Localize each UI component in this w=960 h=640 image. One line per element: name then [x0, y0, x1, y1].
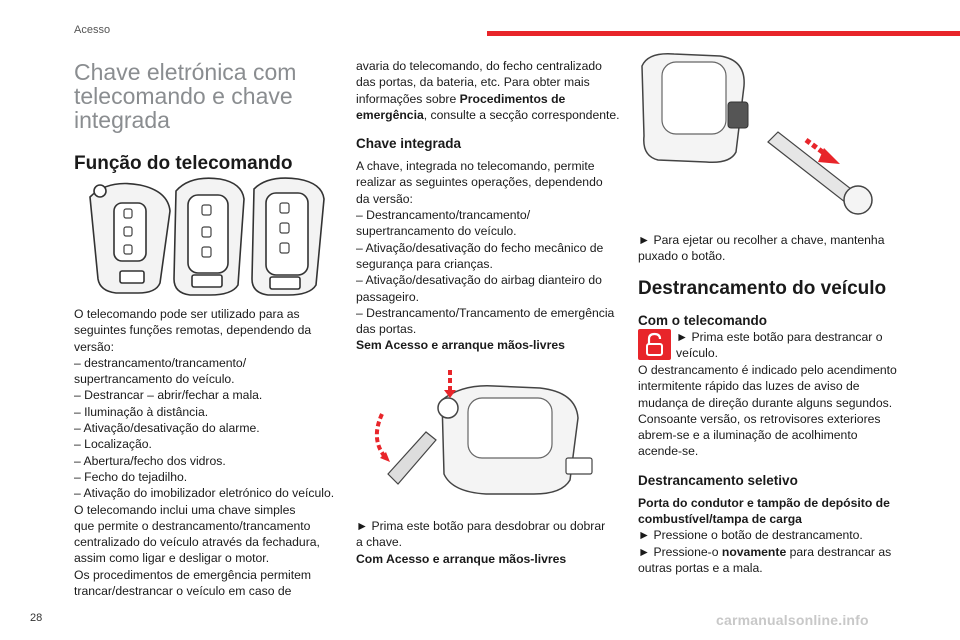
text-line: ► Prima este botão para destrancar o — [676, 330, 883, 344]
subheading-selective-unlocking: Destrancamento seletivo — [638, 472, 798, 488]
text-line: das portas, da bateria, etc. Para obter mais — [356, 75, 590, 90]
heading-integrated-key: Chave integrada — [356, 136, 462, 152]
folding-key-illustration — [364, 362, 609, 497]
text-line: abrem-se e a iluminação de acolhimento — [638, 428, 858, 443]
text-line: Consoante versão, os retrovisores exteriores — [638, 411, 881, 426]
text-line — [638, 544, 906, 560]
text-line: A chave, integrada no telecomando, permite — [356, 159, 595, 174]
chapter-title: Chave eletrónica com telecomando e chave integrada — [74, 59, 297, 133]
key-fob-illustrations — [78, 175, 328, 297]
column-3-body — [638, 362, 906, 576]
text-line: Os procedimentos de emergência permitem — [74, 567, 312, 582]
text-line: assim como ligar e desligar o motor. — [74, 551, 270, 566]
text-line: – Iluminação à distância. — [74, 404, 209, 419]
text-line: outras portas e a mala. — [638, 560, 763, 575]
text-line: acende-se. — [638, 444, 699, 459]
text-line: segurança para crianças. — [356, 256, 493, 271]
text-line: versão: — [74, 339, 114, 354]
text-line: – Destrancamento/Trancamento de emergência — [356, 305, 615, 320]
text-line: que permite o destrancamento/trancamento — [74, 518, 311, 533]
header-section: Acesso — [74, 24, 111, 36]
heading-unlocking: Destrancamento do veículo — [638, 277, 887, 299]
text-line: supertrancamento do veículo. — [74, 372, 235, 387]
text-line: supertrancamento do veículo. — [356, 224, 517, 239]
text-line: realizar as seguintes operações, dependendo — [356, 175, 603, 190]
text-line: puxado o botão. — [638, 249, 726, 264]
text-line: a chave. — [356, 535, 403, 550]
text-line: – Ativação do imobilizador eletrónico do veículo. — [74, 486, 335, 501]
text-line: das portas. — [356, 322, 417, 337]
column-2 — [356, 58, 624, 354]
text-line — [356, 91, 624, 107]
bold-text: Procedimentos de — [459, 91, 566, 106]
text-span: para destrancar as — [789, 544, 892, 559]
page-number: 28 — [30, 612, 43, 624]
column-1 — [74, 58, 340, 175]
bold-label: Com Acesso e arranque mãos-livres — [356, 551, 567, 566]
eject-key-illustration — [638, 46, 888, 226]
column-3 — [638, 232, 906, 329]
text-line: trancar/destrancar o veículo em caso de — [74, 584, 292, 599]
text-line: O destrancamento é indicado pelo acendimento — [638, 363, 897, 377]
text-span: , consulte a secção correspondente. — [423, 107, 620, 122]
text-line: – Localização. — [74, 437, 152, 452]
bold-text: novamente — [721, 544, 787, 559]
text-line: centralizado do veículo através da fechadura, — [74, 535, 320, 550]
text-line — [356, 107, 624, 123]
text-line: O telecomando inclui uma chave simples — [74, 502, 296, 517]
text-line: O telecomando pode ser utilizado para as — [74, 307, 300, 321]
subheading-with-remote: Com o telecomando — [638, 312, 768, 328]
header-red-bar — [487, 31, 960, 36]
bold-text: emergência — [356, 107, 424, 122]
bold-text: Porta do condutor e tampão de depósito de — [638, 495, 890, 510]
unlock-icon — [638, 329, 671, 360]
text-line — [638, 495, 906, 511]
text-line — [356, 551, 624, 567]
text-line: – Destrancamento/trancamento/ — [356, 208, 531, 223]
text-line: da versão: — [356, 191, 413, 206]
bold-text: combustível/tampa de carga — [638, 512, 802, 527]
text-line: avaria do telecomando, do fecho centralizado — [356, 59, 602, 73]
text-line: ► Prima este botão para desdobrar ou dobrar — [356, 519, 606, 533]
text-span: ► Pressione-o — [638, 544, 719, 559]
text-line — [356, 337, 624, 353]
watermark: carmanualsonline.info — [716, 612, 869, 628]
text-line: – Ativação/desativação do fecho mecânico de — [356, 240, 604, 255]
text-line: veículo. — [676, 346, 719, 361]
heading-remote-function: Função do telecomando — [74, 153, 293, 174]
column-2-bottom — [356, 518, 624, 567]
column-1-body — [74, 306, 340, 599]
text-line: – Ativação/desativação do airbag dianteiro do — [356, 273, 602, 288]
text-span: informações sobre — [356, 91, 457, 106]
text-line: passageiro. — [356, 289, 420, 304]
text-line: ► Pressione o botão de destrancamento. — [638, 528, 863, 543]
bold-label: Sem Acesso e arranque mãos-livres — [356, 338, 565, 353]
text-line: – destrancamento/trancamento/ — [74, 355, 247, 370]
text-line: ► Para ejetar ou recolher a chave, mantenha — [638, 233, 885, 247]
text-line: – Destrancar – abrir/fechar a mala. — [74, 388, 263, 403]
text-line: – Ativação/desativação do alarme. — [74, 421, 260, 436]
text-line — [638, 511, 906, 527]
text-line: seguintes funções remotas, dependendo da — [74, 323, 312, 338]
text-line: – Abertura/fecho dos vidros. — [74, 453, 226, 468]
text-line: intermitente rápido das luzes de aviso de — [638, 379, 860, 394]
text-line: mudança de direção durante alguns segundos. — [638, 395, 893, 410]
text-line: – Fecho do tejadilho. — [74, 469, 188, 484]
press-instruction — [676, 329, 906, 362]
